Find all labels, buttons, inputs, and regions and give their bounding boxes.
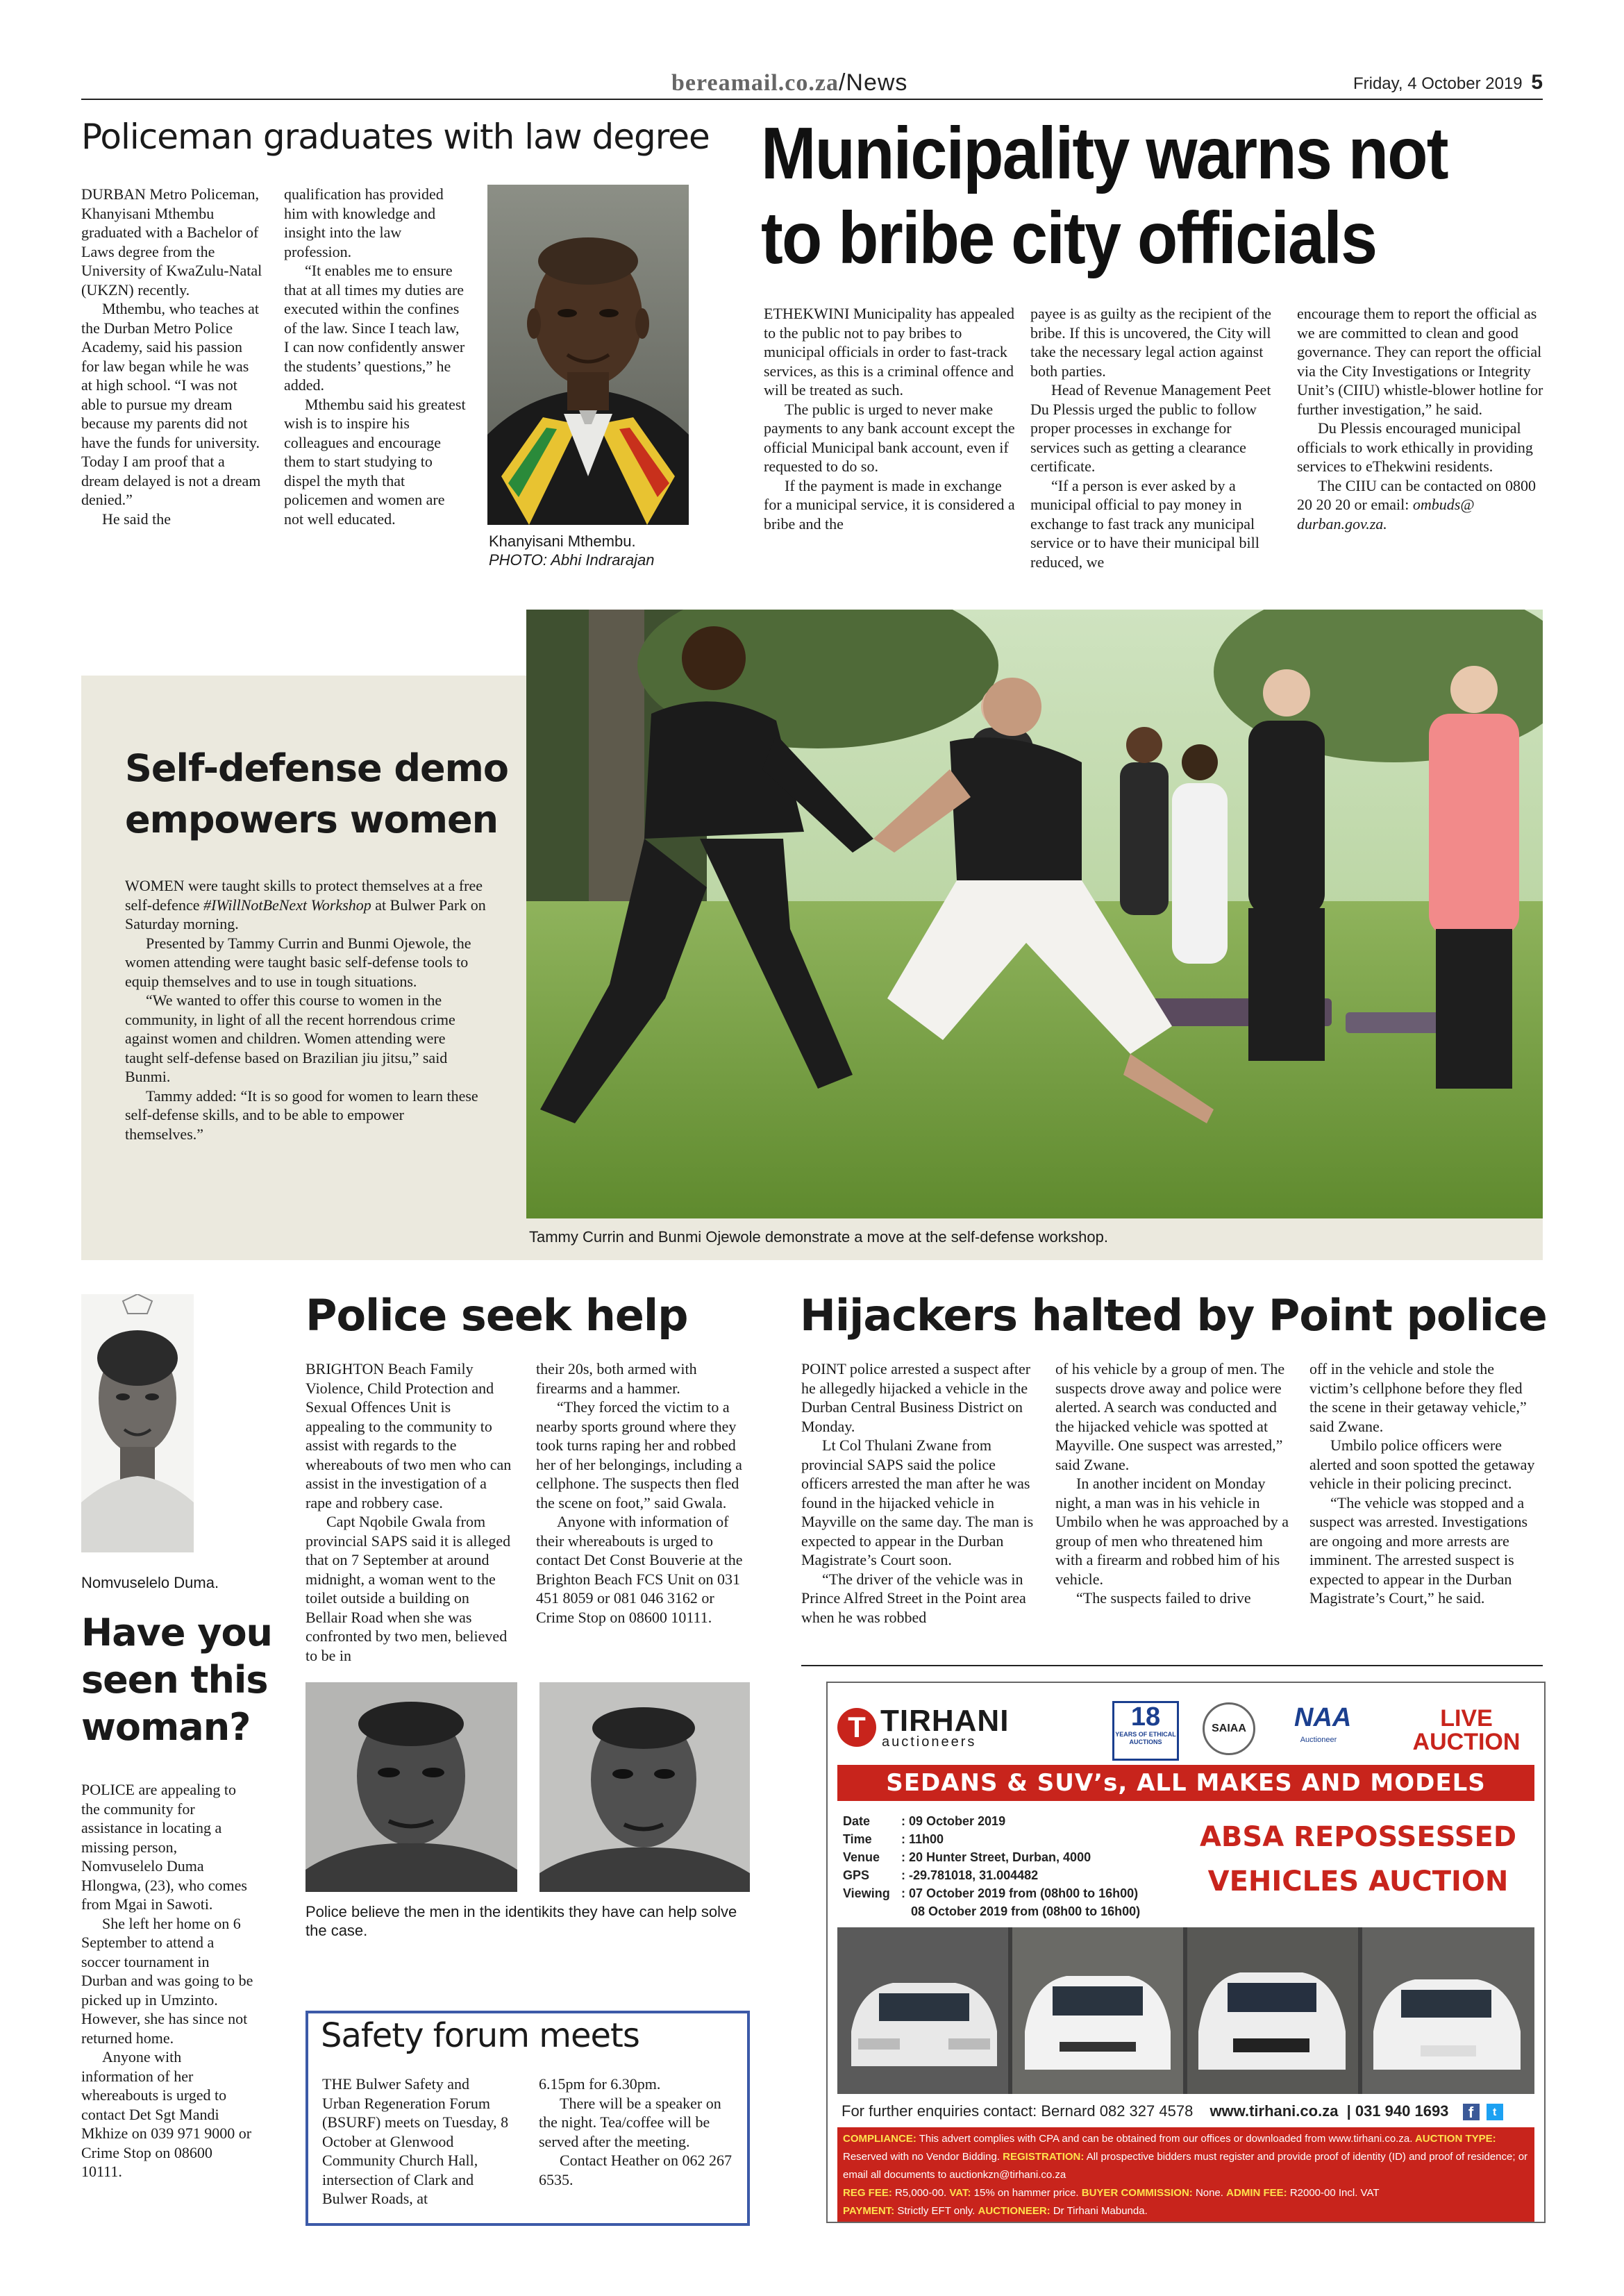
label-gps: GPS [843, 1868, 870, 1882]
selfdefense-body [125, 876, 486, 1143]
hijackers-bottom-rule [801, 1665, 1543, 1666]
headline-line-2: empowers women [125, 798, 499, 841]
paragraph [125, 876, 486, 934]
municipality-col3 [1297, 304, 1546, 533]
vehicle-photos [837, 1927, 1534, 2094]
auction-type-label: AUCTION TYPE: [1412, 2133, 1496, 2145]
caption-credit: PHOTO: Abhi Indrarajan [489, 551, 655, 569]
paragraph: Presented by Tammy Currin and Bunmi Ojewole, the women attending were taught basic self-defense tools to equip themselves and to use in tough situations. [125, 934, 471, 990]
issue-date [1353, 71, 1543, 94]
label-venue: Venue [843, 1850, 880, 1864]
auction-values [901, 1812, 1193, 1920]
caption-name: Khanyisani Mthembu. [489, 533, 636, 550]
car [1362, 1927, 1534, 2094]
badge-sub: YEARS OF ETHICAL AUCTIONS [1115, 1731, 1176, 1745]
commission-text: None. [1192, 2187, 1227, 2199]
paragraph: off in the vehicle and stole the victim’s cellphone before they fled the scene in their getaway vehicle,” said Zwane. [1309, 1360, 1527, 1435]
title-line-1: ABSA REPOSSESSED [1199, 1821, 1517, 1853]
compliance-text: This advert complies with CPA and can be obtained from our offices or downloaded from www.tirhani.co.za. [916, 2133, 1413, 2145]
auctioneer-text: Dr Tirhani Mabunda. [1050, 2205, 1148, 2217]
label-viewing: Viewing [843, 1886, 890, 1900]
value-viewing-2: 08 October 2019 from (08h00 to 16h00) [911, 1904, 1141, 1918]
date-text: Friday, 4 October 2019 [1353, 74, 1523, 93]
site-domain: bereamail.co.za [671, 70, 839, 96]
policeman-headline: Policeman graduates with law degree [81, 117, 710, 157]
paragraph: Mthembu, who teaches at the Durban Metro Police Academy, said his passion for law began while he was at high school. “I was not able to pursue my dream because my parents did not have the funds for university. Today I am proof that a dream delayed is not a dream denied.” [81, 300, 261, 508]
paragraph: There will be a speaker on the night. Tea/coffee will be served after the meeting. [539, 2094, 721, 2150]
safety-col2 [539, 2075, 735, 2189]
paragraph: Anyone with information of her whereabouts is urged to contact Det Sgt Mandi Mkhize on 039 971 9000 or Crime Stop on 08600 10111. [81, 2048, 252, 2180]
live-auction-label [1404, 1707, 1529, 1754]
naa-text: NAA [1294, 1703, 1352, 1732]
paragraph: POINT police arrested a suspect after he allegedly hijacked a vehicle in the Durban Central Business District on Monday. [801, 1360, 1031, 1435]
headline-line-1: Self-defense demo [125, 746, 509, 790]
municipality-headline [761, 111, 1467, 280]
vat-label: VAT: [949, 2187, 971, 2199]
vat-text: 15% on hammer price. [971, 2187, 1082, 2199]
hijackers-col1 [801, 1359, 1036, 1627]
paragraph: Contact Heather on 062 267 6535. [539, 2152, 733, 2188]
paragraph: Tammy added: “It is so good for women to learn these self-defense skills, and to be able to empower themselves.” [125, 1087, 478, 1143]
label-date: Date [843, 1814, 871, 1828]
paragraph: Anyone with information of their whereabouts is urged to contact Det Const Bouverie at the Brighton Beach FCS Unit on 031 451 8059 or 081 046 3162 or Crime Stop on 08600 10111. [536, 1513, 743, 1626]
paragraph: payee is as guilty as the recipient of the bribe. If this is uncovered, the City will take the necessary legal action against both parties. [1030, 305, 1271, 380]
site-section: /News [838, 69, 908, 96]
live-line-2: AUCTION [1412, 1729, 1521, 1755]
phone-text: | 031 940 1693 [1346, 2102, 1449, 2120]
contact-email: ombuds@ durban.gov.za. [1297, 496, 1475, 533]
paragraph: BRIGHTON Beach Family Violence, Child Protection and Sexual Offences Unit is appealing to the community to assist with regards to the whereabouts of two men who can assist in the investigation of a rape and robbery case. [305, 1360, 512, 1511]
header-rule [81, 99, 1543, 100]
live-line-1: LIVE [1440, 1705, 1493, 1732]
paragraph: “They forced the victim to a nearby sports ground where they took turns raping her and robbed her of her belongings, including a cellphone. The suspects then fled the scene on foot,” said Gwala. [536, 1398, 742, 1511]
naa-badge [1294, 1700, 1352, 1755]
hijackers-col2 [1055, 1359, 1290, 1608]
paragraph: their 20s, both armed with firearms and a hammer. [536, 1360, 697, 1397]
selfdefense-illustration [526, 610, 1543, 1218]
brand-sub: auctioneers [882, 1734, 977, 1750]
paragraph: Lt Col Thulani Zwane from provincial SAPS said the police officers arrested the man after he was found in the hijacked vehicle in Mayville on the same day. The man is expected to appear in the Durban Magistrate’s Court soon. [801, 1436, 1034, 1568]
paragraph: She left her home on 6 September to attend a soccer tournament in Durban and was going to be picked up in Umzinto. However, she has since not returned home. [81, 1914, 253, 2047]
missing-headline [81, 1609, 272, 1751]
value-viewing: : 07 October 2019 from (08h00 to 16h00) [901, 1886, 1139, 1900]
duma-portrait [81, 1294, 194, 1552]
ethical-badge [1112, 1701, 1179, 1761]
safety-headline: Safety forum meets [321, 2016, 639, 2055]
portrait-illustration [487, 185, 689, 525]
mthembu-caption [489, 532, 697, 569]
paragraph: 6.15pm for 6.30pm. [539, 2075, 661, 2093]
badge-number: 18 [1130, 1702, 1161, 1732]
selfdefense-caption: Tammy Currin and Bunmi Ojewole demonstrate a move at the self-defense workshop. [529, 1228, 1108, 1246]
paragraph: POLICE are appealing to the community for assistance in locating a missing person, Nomvuselelo Duma Hlongwa, (23), who comes from Mgai in Sawoti. [81, 1781, 247, 1913]
vehicle-illustrations [837, 1927, 1534, 2094]
paragraph: If the payment is made in exchange for a municipal service, it is considered a bribe and the [764, 476, 1015, 533]
brand-name: TIRHANI [880, 1704, 1010, 1738]
value-venue: : 20 Hunter Street, Durban, 4000 [901, 1850, 1091, 1864]
car [1012, 1927, 1183, 2094]
policehelp-headline: Police seek help [305, 1290, 688, 1341]
headline-line-1: Municipality warns not [761, 112, 1448, 194]
policehelp-col2 [536, 1359, 750, 1627]
paragraph: Capt Nqobile Gwala from provincial SAPS said it is alleged that on 7 September at around midnight, a woman went to the toilet outside a building on Bellair Road when she was confronted by two men, believed to be in [305, 1513, 511, 1664]
paragraph: “The vehicle was stopped and a suspect was arrested. Investigations are ongoing and more arrests are imminent. The arrested suspect is expected to appear in the Durban Magistrate’s Court,” he said. [1309, 1493, 1528, 1607]
paragraph: “We wanted to offer this course to women in the community, in light of all the recent horrendous crime against women and children. Women attending were taught self-defense based on Brazilian jiu jitsu,” said Bunmi. [125, 991, 455, 1085]
paragraph: qualification has provided him with knowledge and insight into the law profession. [284, 185, 444, 260]
contact-text: The CIIU can be contacted on 0800 20 20 20 or email: [1297, 476, 1536, 513]
page-number: 5 [1531, 71, 1543, 94]
page-header [81, 67, 1543, 99]
policehelp-col1 [305, 1359, 514, 1665]
headline-line-1: Have you [81, 1611, 272, 1654]
headline-line-2: seen this [81, 1658, 268, 1702]
saiaa-badge [1203, 1702, 1255, 1755]
paragraph: Du Plessis encouraged municipal officials to work ethically in providing services to eThekwini residents. [1297, 419, 1533, 475]
duma-photo [81, 1294, 194, 1552]
identikit-1 [305, 1682, 517, 1892]
ad-banner [837, 1765, 1534, 1801]
paragraph: The public is urged to never make payments to any bank account except the official Municipal bank account, even if requested to do so. [764, 400, 1015, 475]
missing-body [81, 1780, 255, 2181]
auctioneer-label: AUCTIONEER: [978, 2205, 1050, 2217]
admin-fee-text: R2000-00 Incl. VAT [1287, 2187, 1380, 2199]
contact-text: For further enquiries contact: Bernard 082 327 4578 [842, 2102, 1194, 2120]
title-line-2: VEHICLES AUCTION [1207, 1866, 1509, 1897]
municipality-col1 [764, 304, 1015, 533]
paragraph: “The suspects failed to drive [1076, 1589, 1251, 1607]
reg-fee-label: REG FEE: [843, 2187, 892, 2199]
paragraph: DURBAN Metro Policeman, Khanyisani Mthembu graduated with a Bachelor of Laws degree from the University of KwaZulu-Natal (UKZN) recently. [81, 185, 262, 299]
paragraph: of his vehicle by a group of men. The suspects drove away and police were alerted. A search was conducted and the hijacked vehicle was spotted at Mayville. One suspect was arrested,” said Zwane. [1055, 1360, 1285, 1473]
hijackers-col3 [1309, 1359, 1544, 1608]
identikit-drawing [539, 1682, 750, 1892]
paragraph: encourage them to report the official as we are committed to clean and good governance. They can report the official via the City Investigations or Integrity Unit’s (CIIU) whistle-blower hotline for further investigation,” he said. [1297, 305, 1543, 418]
tirhani-logo [837, 1704, 1046, 1752]
paragraph: “It enables me to ensure that at all times my duties are executed within the confines of the law. Since I teach law, I can now confidently answer the students’ questions,” he added. [284, 262, 465, 394]
twitter-icon[interactable]: t [1487, 2104, 1503, 2120]
website-text: www.tirhani.co.za [1209, 2102, 1339, 2120]
selfdefense-headline [125, 743, 508, 846]
commission-label: BUYER COMMISSION: [1081, 2187, 1193, 2199]
fine-print [837, 2127, 1534, 2222]
registration-label: REGISTRATION: [999, 2151, 1085, 2163]
paragraph: Umbilo police officers were alerted and soon spotted the getaway vehicle in their policing precinct. [1309, 1436, 1535, 1492]
label-time: Time [843, 1832, 872, 1846]
hijackers-headline: Hijackers halted by Point police [800, 1290, 1547, 1341]
headline-line-3: woman? [81, 1705, 251, 1749]
paragraph: Head of Revenue Management Peet Du Plessis urged the public to follow proper processes in exchange for services such as getting a clearance certificate. [1030, 381, 1271, 475]
tirhani-advert [826, 1682, 1546, 2223]
value-time: : 11h00 [901, 1832, 944, 1846]
facebook-icon[interactable]: f [1463, 2104, 1480, 2120]
naa-sub: Auctioneer [1300, 1736, 1337, 1744]
policeman-col1 [81, 185, 263, 528]
site-name [671, 69, 907, 97]
workshop-hashtag: #IWillNotBeNext Workshop [203, 896, 371, 914]
tirhani-logo-mark: T [837, 1708, 876, 1747]
paragraph: THE Bulwer Safety and Urban Regeneration Forum (BSURF) meets on Tuesday, 8 October at Glenwood Community Church Hall, intersection of Clark and Bulwer Roads, at [322, 2075, 509, 2207]
value-gps: : -29.781018, 31.004482 [901, 1868, 1039, 1882]
paragraph: He said the [102, 510, 171, 528]
paragraph: ETHEKWINI Municipality has appealed to the public not to pay bribes to municipal officials in order to fast-track services, as this is a criminal offence and will be treated as such. [764, 305, 1015, 399]
auction-title [1182, 1815, 1534, 1904]
car [837, 1927, 1008, 2094]
municipality-col2 [1030, 304, 1282, 571]
intro-text: WOMEN were taught skills to protect themselves at a free self-defence [125, 877, 483, 914]
paragraph: “The driver of the vehicle was in Prince Alfred Street in the Point area when he was robbed [801, 1570, 1026, 1626]
payment-text: Strictly EFT only. [894, 2205, 978, 2217]
saiaa-text: SAIAA [1212, 1723, 1246, 1734]
identikit-drawing [305, 1682, 517, 1892]
selfdefense-photo [526, 610, 1543, 1218]
auction-labels [843, 1812, 905, 1902]
mthembu-photo [487, 185, 689, 525]
reg-fee-text: R5,000-00. [891, 2187, 950, 2199]
headline-line-2: to bribe city officials [761, 197, 1377, 279]
duma-caption: Nomvuselelo Duma. [81, 1574, 219, 1591]
paragraph: “If a person is ever asked by a municipal official to pay money in exchange to fast track any municipal service or to have their municipal bill reduced, we [1030, 476, 1259, 571]
banner-text: SEDANS & SUV’s, ALL MAKES AND MODELS [886, 1769, 1486, 1797]
compliance-label: COMPLIANCE: [843, 2133, 916, 2145]
identikit-2 [539, 1682, 750, 1892]
auction-type-text: Reserved with no Vendor Bidding. [843, 2151, 1000, 2163]
payment-label: PAYMENT: [843, 2205, 895, 2217]
registration-text: All prospective bidders must register and provide proof of identity (ID) and proof of residence; or email all documents to auctionkzn@tirhani.co.za [843, 2151, 1528, 2181]
safety-col1 [322, 2075, 510, 2209]
paragraph: In another incident on Monday night, a man was in his vehicle in Umbilo when he was approached by a group of men who threatened him with a firearm and robbed him of his vehicle. [1055, 1475, 1289, 1588]
intro-text-end: at Bulwer Park on Saturday morning. [125, 896, 486, 932]
paragraph [1297, 476, 1546, 534]
contact-row [842, 2100, 1536, 2123]
admin-fee-label: ADMIN FEE: [1226, 2187, 1287, 2199]
car [1187, 1927, 1358, 2094]
policeman-col2 [284, 185, 466, 528]
paragraph: Mthembu said his greatest wish is to inspire his colleagues and encourage them to start studying to dispel the myth that policemen and women are not well educated. [284, 395, 466, 528]
value-date: : 09 October 2019 [901, 1814, 1006, 1828]
identikit-caption: Police believe the men in the identikits they have can help solve the case. [305, 1903, 737, 1939]
